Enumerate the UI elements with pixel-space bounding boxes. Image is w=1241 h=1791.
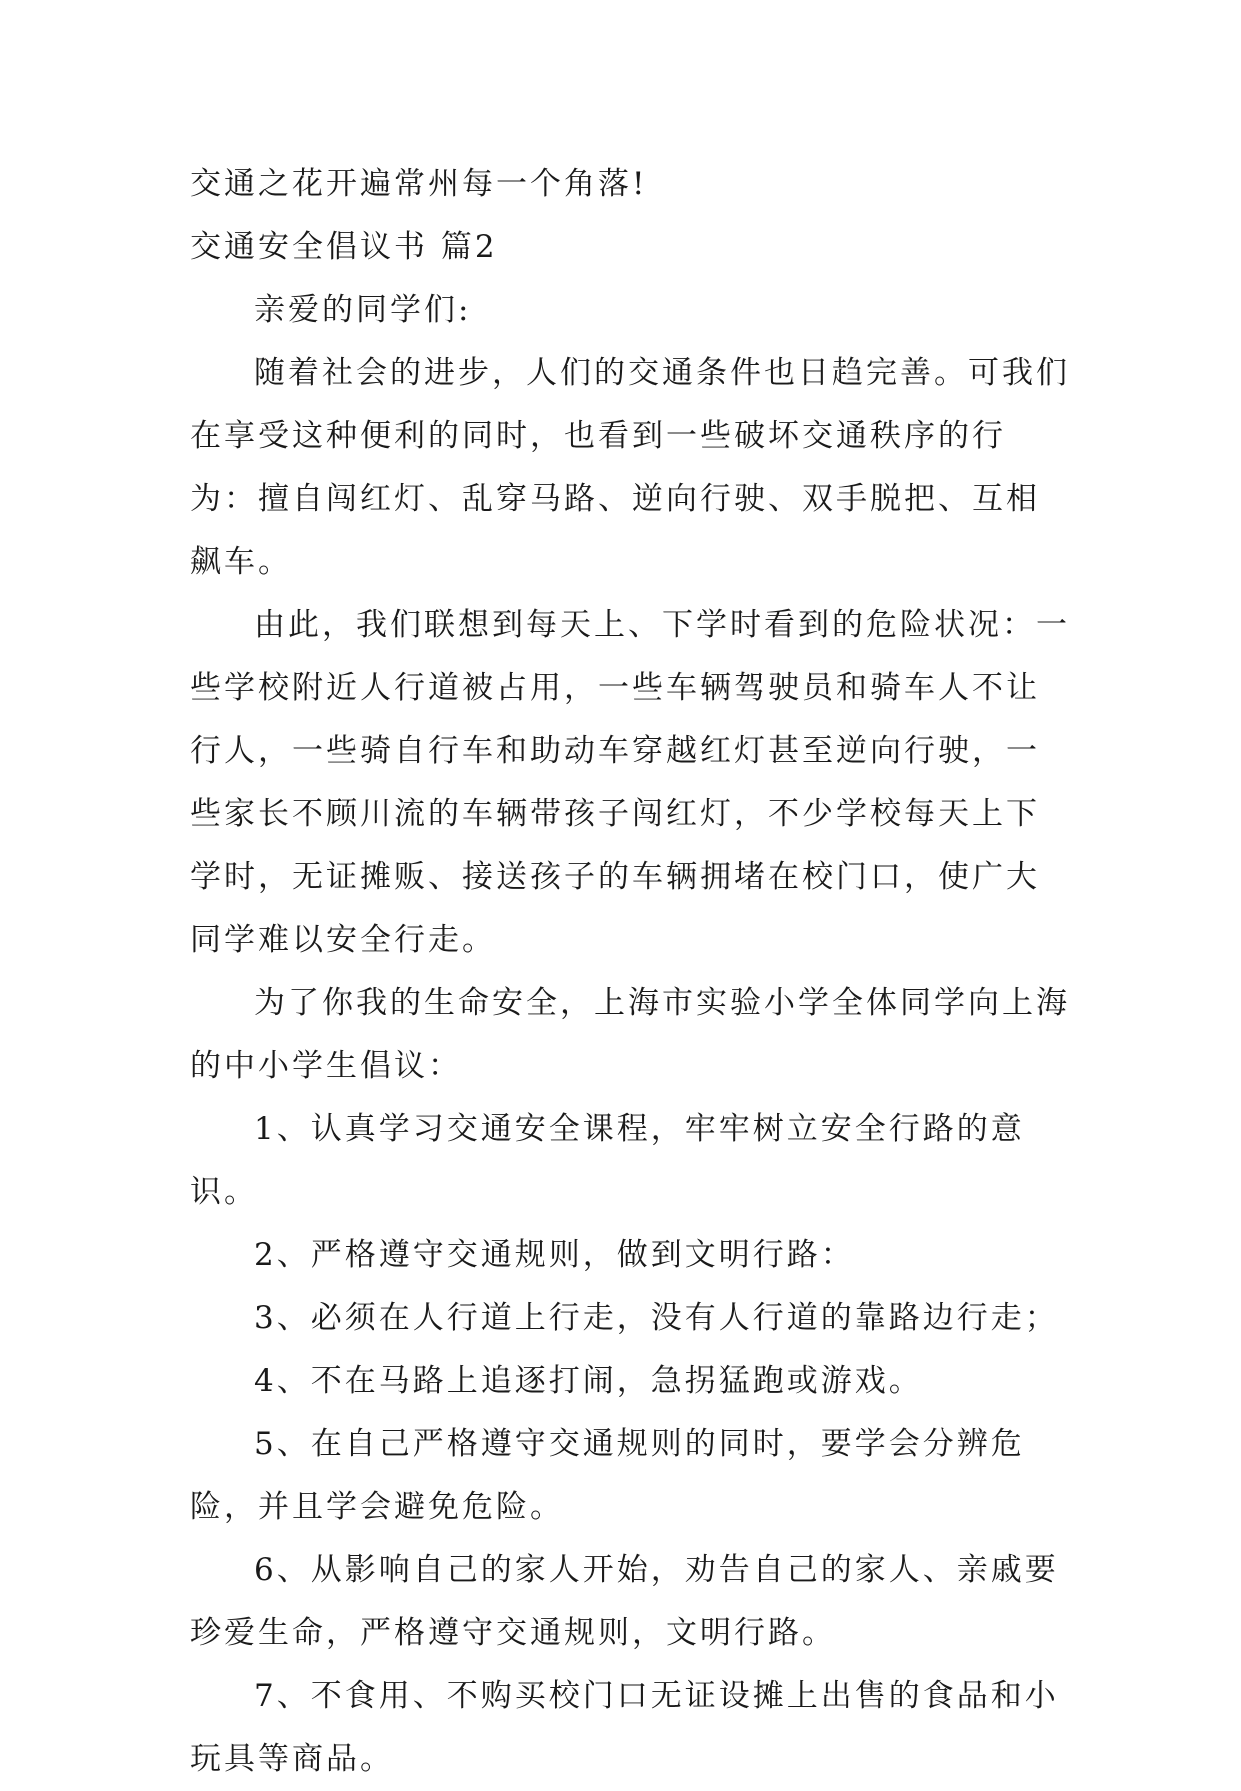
body-paragraph: 由此，我们联想到每天上、下学时看到的危险状况：一些学校附近人行道被占用，一些车辆驾驶员和骑车人不让行人，一些骑自行车和助动车穿越红灯甚至逆向行驶，一些家长不顾川流的车辆带孩子闯红灯，不少学校每天上下学时，无证摊贩、接送孩子的车辆拥堵在校门口，使广大同学难以安全行走。 bbox=[190, 607, 1070, 958]
proposal-item: 2、严格遵守交通规则，做到文明行路： bbox=[254, 1237, 855, 1273]
section-heading: 交通安全倡议书 篇2 bbox=[190, 229, 498, 265]
body-paragraph: 为了你我的生命安全，上海市实验小学全体同学向上海的中小学生倡议： bbox=[190, 985, 1070, 1084]
proposal-item: 4、不在马路上追逐打闹，急拐猛跑或游戏。 bbox=[254, 1363, 923, 1399]
proposal-item: 5、在自己严格遵守交通规则的同时，要学会分辨危险，并且学会避免危险。 bbox=[190, 1426, 1025, 1525]
proposal-item: 6、从影响自己的家人开始，劝告自己的家人、亲戚要珍爱生命，严格遵守交通规则，文明行路。 bbox=[190, 1552, 1059, 1651]
proposal-item: 7、不食用、不购买校门口无证设摊上出售的食品和小玩具等商品。 bbox=[190, 1678, 1059, 1777]
body-paragraph: 随着社会的进步，人们的交通条件也日趋完善。可我们在享受这种便利的同时，也看到一些破坏交通秩序的行为：擅自闯红灯、乱穿马路、逆向行驶、双手脱把、互相飙车。 bbox=[190, 355, 1070, 580]
salutation: 亲爱的同学们: bbox=[254, 292, 472, 328]
closing-line: 交通之花开遍常州每一个角落! bbox=[190, 166, 648, 202]
document-body bbox=[190, 153, 1070, 1791]
proposal-item: 1、认真学习交通安全课程，牢牢树立安全行路的意识。 bbox=[190, 1111, 1025, 1210]
proposal-item: 3、必须在人行道上行走，没有人行道的靠路边行走； bbox=[254, 1300, 1059, 1336]
